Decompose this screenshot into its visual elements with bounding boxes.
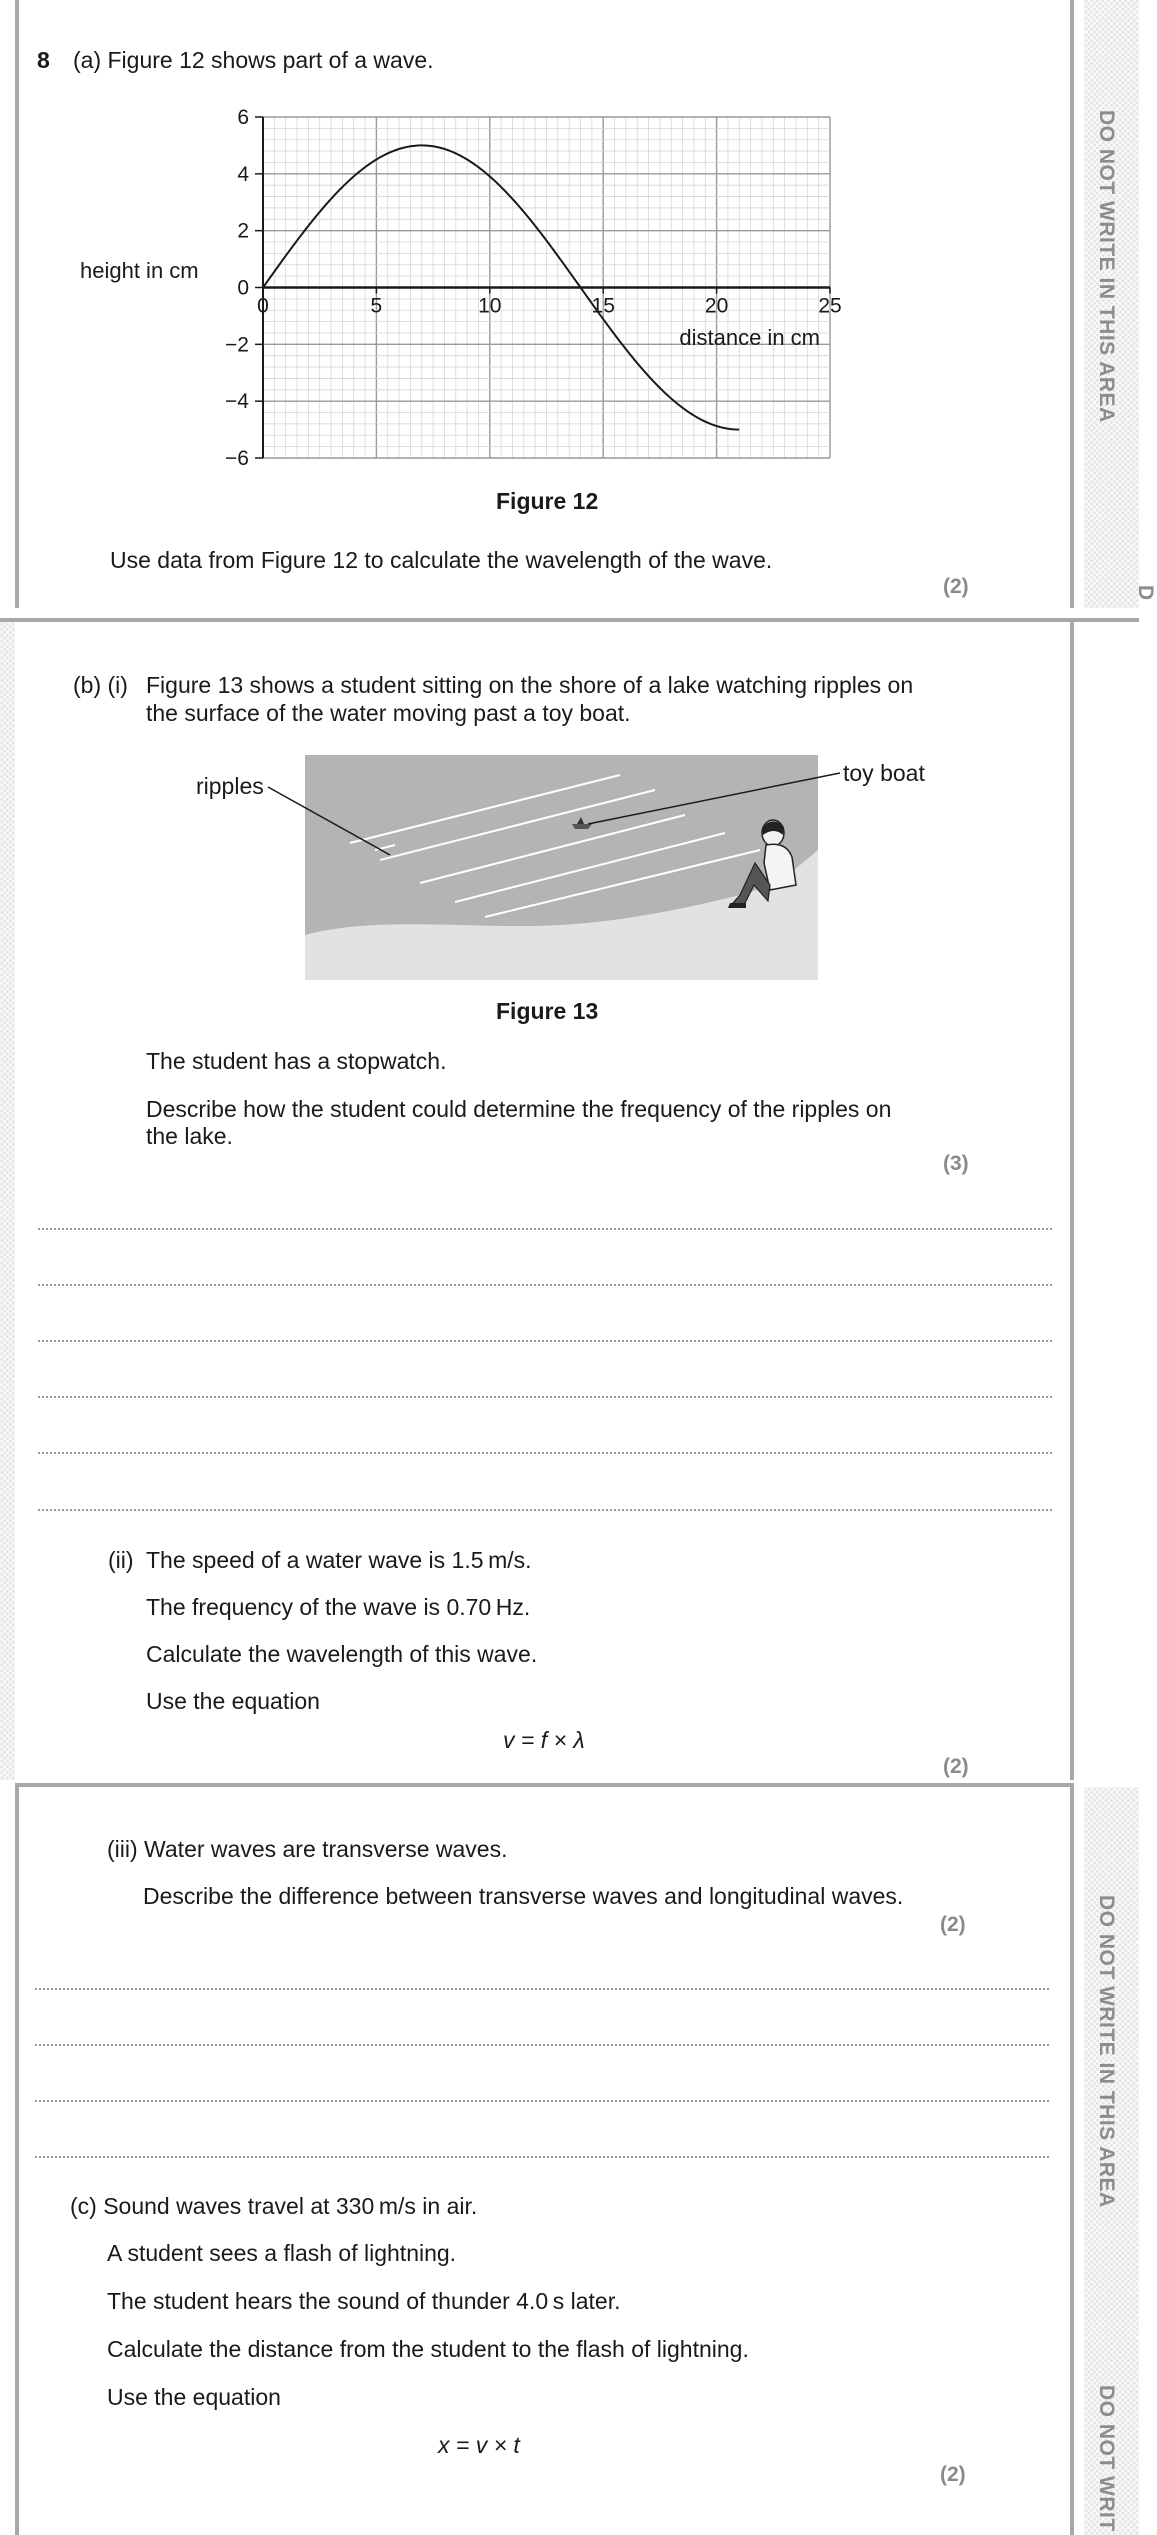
- part-c-line2: A student sees a flash of lightning.: [107, 2240, 457, 2266]
- part-bii-equation: v = f × λ: [503, 1727, 585, 1753]
- x-tick-label: 0: [257, 294, 269, 318]
- answer-line[interactable]: [35, 2100, 1049, 2102]
- answer-line[interactable]: [38, 1228, 1052, 1230]
- figure-13-label-boat: toy boat: [843, 760, 925, 786]
- y-tick-label: −2: [225, 333, 249, 357]
- panel2-right-border: [1070, 620, 1074, 1780]
- part-b-line1: Figure 13 shows a student sitting on the shore of a lake watching ripples on: [146, 672, 914, 698]
- part-biii-line1: (iii) Water waves are transverse waves.: [107, 1836, 508, 1862]
- part-bii-label: (ii): [108, 1547, 134, 1573]
- answer-line[interactable]: [35, 1988, 1049, 1990]
- x-tick-label: 5: [370, 294, 383, 318]
- y-tick-label: −6: [225, 447, 249, 470]
- answer-line[interactable]: [38, 1340, 1052, 1342]
- part-bii-line1: The speed of a water wave is 1.5 m/s.: [146, 1547, 532, 1573]
- part-c-line3: The student hears the sound of thunder 4.0 s later.: [107, 2288, 621, 2314]
- side-warning-fragment: DO NOT WRIT: [1095, 2385, 1118, 2532]
- answer-line[interactable]: [38, 1509, 1052, 1511]
- side-warning-bottom: DO NOT WRITE IN THIS AREA: [1095, 1895, 1118, 2208]
- question-number: 8: [37, 47, 50, 73]
- x-tick-label: 25: [818, 294, 842, 318]
- panel-divider-1: [0, 618, 1139, 622]
- side-fragment-top: D: [1134, 585, 1157, 601]
- part-b-describe-line1: Describe how the student could determine the frequency of the ripples on: [146, 1096, 892, 1122]
- part-b-marks: (3): [943, 1152, 969, 1175]
- part-b-stopwatch: The student has a stopwatch.: [146, 1048, 447, 1074]
- y-tick-label: 6: [237, 106, 249, 129]
- part-c-marks: (2): [940, 2463, 966, 2486]
- part-c-line4: Calculate the distance from the student to the flash of lightning.: [107, 2336, 749, 2362]
- answer-line[interactable]: [38, 1284, 1052, 1286]
- margin-hatch-left: [0, 620, 15, 1780]
- y-tick-label: 4: [237, 162, 249, 186]
- panel-divider-2: [15, 1783, 1073, 1787]
- part-bii-line3: Calculate the wavelength of this wave.: [146, 1641, 538, 1667]
- part-biii-line2: Describe the difference between transverse waves and longitudinal waves.: [143, 1883, 904, 1909]
- part-c-line5: Use the equation: [107, 2384, 281, 2410]
- part-biii-marks: (2): [940, 1913, 966, 1936]
- part-bii-line4: Use the equation: [146, 1688, 320, 1714]
- part-bii-line2: The frequency of the wave is 0.70 Hz.: [146, 1594, 531, 1620]
- side-warning-top: DO NOT WRITE IN THIS AREA: [1095, 110, 1118, 423]
- part-b-describe-line2: the lake.: [146, 1123, 233, 1149]
- part-a-instruction: Use data from Figure 12 to calculate the wavelength of the wave.: [110, 547, 773, 573]
- answer-line[interactable]: [35, 2044, 1049, 2046]
- panel1-right-border: [1070, 0, 1074, 608]
- part-a-marks: (2): [943, 575, 969, 598]
- y-tick-label: 0: [237, 276, 249, 300]
- part-c-line1: (c) Sound waves travel at 330 m/s in air.: [70, 2193, 478, 2219]
- x-axis-label: distance in cm: [679, 325, 820, 350]
- y-axis-label: height in cm: [80, 258, 199, 283]
- panel3-left-border: [15, 1783, 19, 2535]
- figure-12-caption: Figure 12: [496, 488, 599, 514]
- figure-13-caption: Figure 13: [496, 998, 599, 1024]
- x-tick-label: 15: [591, 294, 615, 318]
- part-b-line2: the surface of the water moving past a toy boat.: [146, 700, 631, 726]
- panel1-left-border: [15, 0, 19, 608]
- answer-line[interactable]: [38, 1452, 1052, 1454]
- part-bii-marks: (2): [943, 1755, 969, 1778]
- part-c-equation: x = v × t: [438, 2432, 520, 2458]
- y-tick-label: −4: [225, 390, 249, 414]
- y-tick-label: 2: [237, 219, 249, 243]
- x-tick-label: 10: [478, 294, 502, 318]
- panel3-right-border: [1070, 1783, 1074, 2535]
- part-a-text: (a) Figure 12 shows part of a wave.: [73, 47, 434, 73]
- figure-12-chart: [60, 95, 880, 490]
- answer-line[interactable]: [38, 1396, 1052, 1398]
- x-tick-label: 20: [704, 294, 729, 318]
- answer-line[interactable]: [35, 2156, 1049, 2158]
- figure-13-label-ripples: ripples: [196, 773, 264, 799]
- part-b-label: (b) (i): [73, 672, 128, 698]
